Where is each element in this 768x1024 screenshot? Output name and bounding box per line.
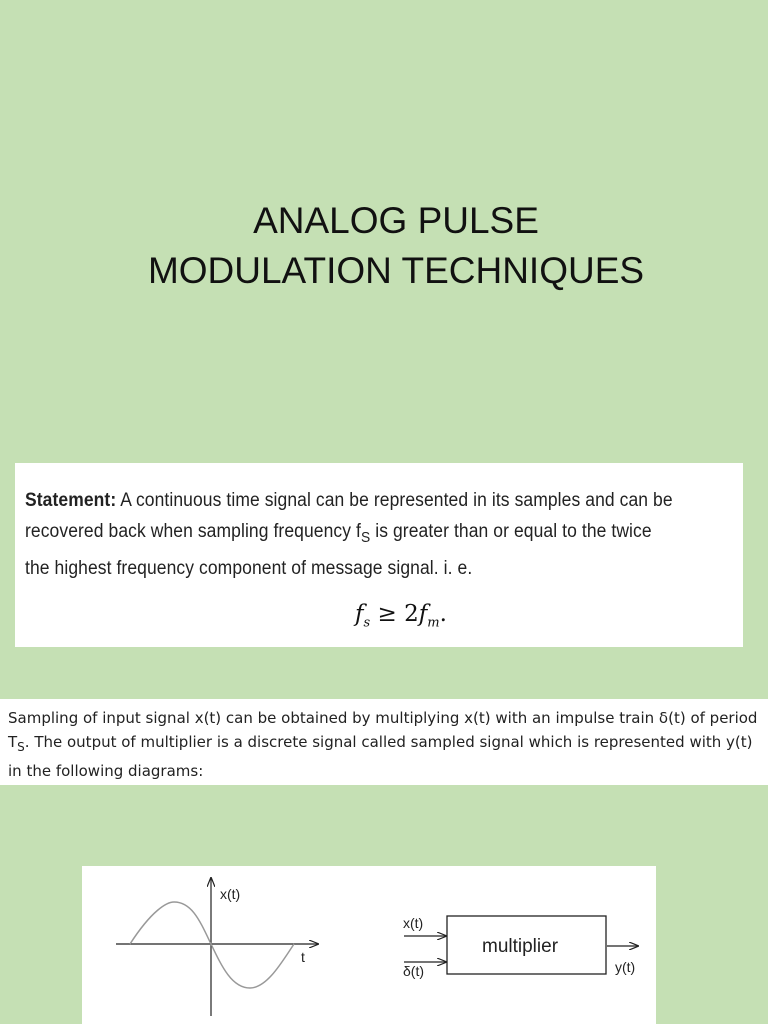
- statement-body-part-1: A continuous time signal can be represented in its samples and can be recovered back when sampling frequency f: [25, 490, 673, 542]
- multiplier-label: multiplier: [482, 936, 559, 957]
- sampling-description-panel: [0, 699, 768, 785]
- statement-body-part-2: is greater than or equal to the twice the highest frequency component of message signal. i. e.: [25, 521, 652, 579]
- input-x-label: x(t): [403, 915, 424, 931]
- sine-wave-curve: [130, 902, 294, 988]
- amplitude-axis-label: x(t): [220, 886, 241, 902]
- sampling-frequency-subscript: S: [360, 528, 371, 546]
- slide-title-line-2: MODULATION TECHNIQUES: [147, 250, 645, 291]
- statement-panel: [15, 463, 743, 647]
- time-axis-label: t: [301, 949, 305, 965]
- sampling-description-text: Sampling of input signal x(t) can be obtained by multiplying x(t) with an impulse train δ(t) of period $T_S$. The output of multiplier is a discrete signal called sampled signal which is represented with y(t) in the following diagrams:: [8, 709, 758, 780]
- statement-label: Statement:: [25, 490, 117, 511]
- multiplier-block-diagram: [403, 915, 638, 979]
- statement-text: [25, 485, 678, 584]
- input-delta-label: δ(t): [403, 963, 425, 979]
- period-subscript: S: [17, 740, 25, 754]
- sampling-diagram: [82, 866, 656, 1024]
- output-y-label: y(t): [615, 959, 636, 975]
- input-signal-plot: [116, 878, 318, 1016]
- slide-title-line-1: ANALOG PULSE: [253, 200, 539, 241]
- sampling-diagram-panel: [82, 866, 656, 1024]
- nyquist-formula: $f_s \ge 2f_m$.: [355, 601, 447, 631]
- slide-title: [0, 196, 768, 296]
